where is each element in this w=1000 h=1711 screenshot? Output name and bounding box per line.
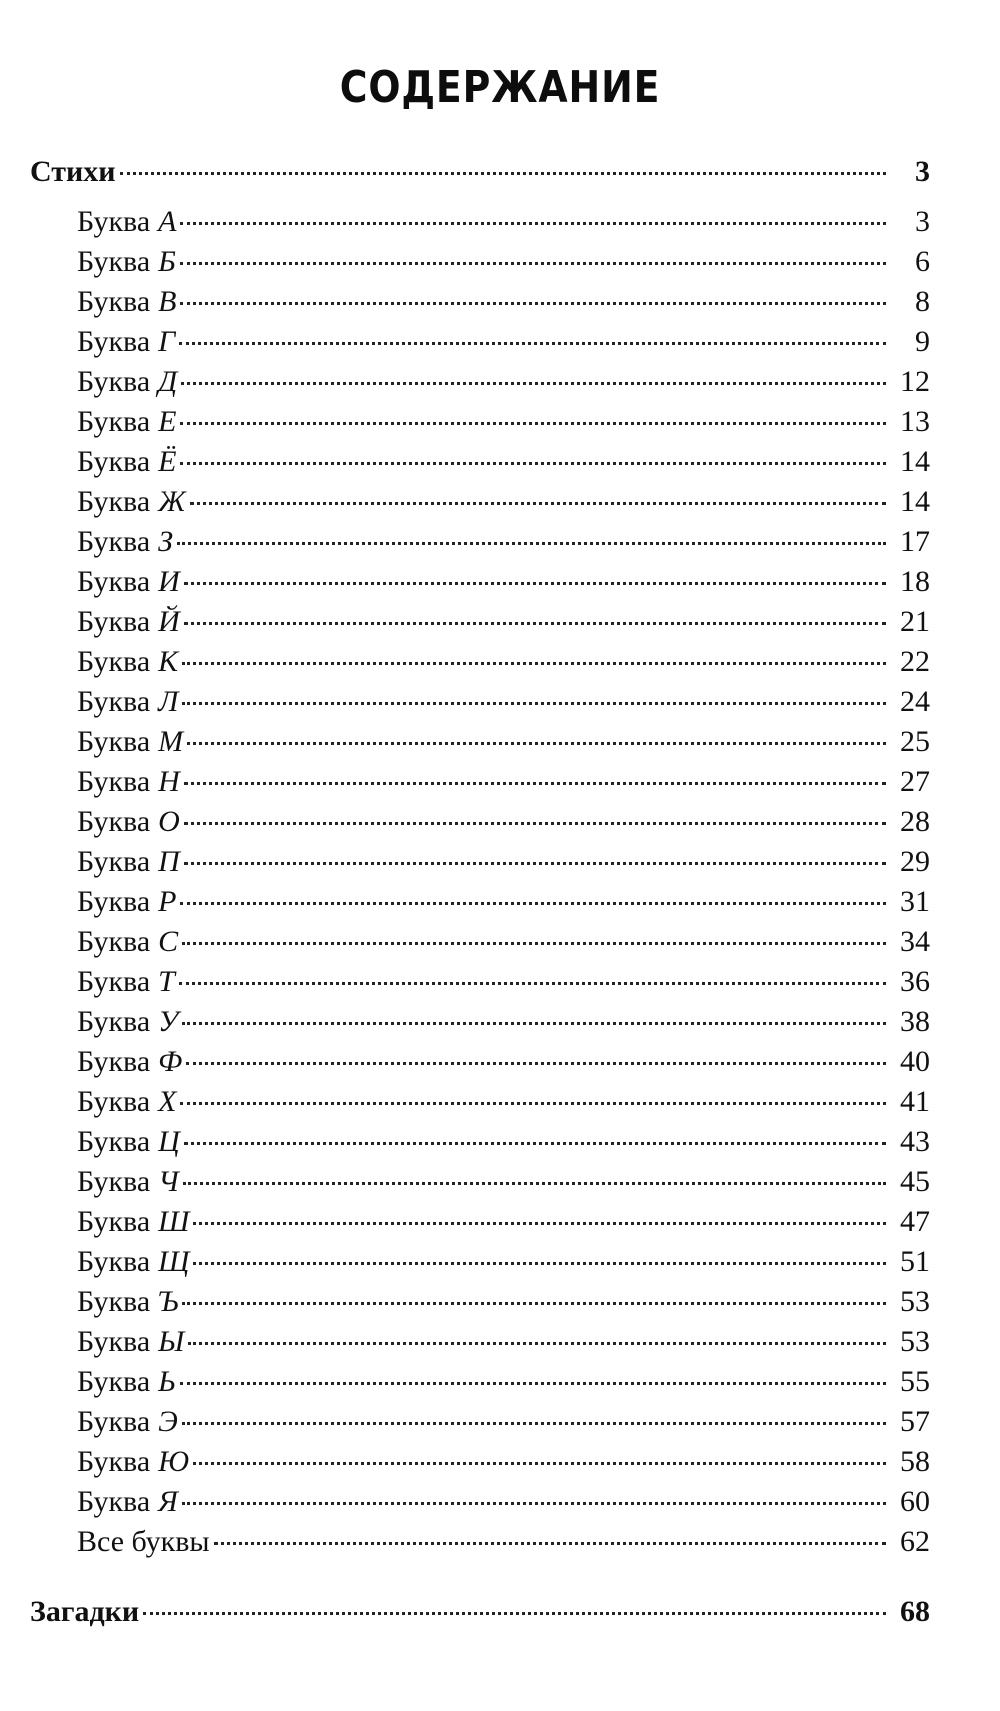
dot-leader <box>182 942 886 945</box>
table-of-contents <box>30 152 930 1632</box>
toc-entry-label <box>77 202 176 242</box>
toc-entry-letter[interactable] <box>30 522 930 562</box>
toc-entry-letter[interactable] <box>30 242 930 282</box>
toc-entry-letter[interactable] <box>30 1322 930 1362</box>
toc-entry-letter[interactable] <box>30 1042 930 1082</box>
toc-entry-label <box>77 1442 189 1482</box>
toc-entry-label <box>77 1002 178 1042</box>
toc-page-number: 45 <box>900 1165 930 1198</box>
toc-entry-prefix: Буква <box>77 845 151 878</box>
toc-entry-letter[interactable] <box>30 802 930 842</box>
toc-entry-label <box>77 1402 178 1442</box>
toc-entry-letter-glyph: Т <box>158 965 175 998</box>
toc-entry-prefix: Буква <box>77 1085 151 1118</box>
dot-leader <box>143 1612 886 1615</box>
toc-entry-letter-glyph: Ж <box>158 485 186 518</box>
toc-entry-label <box>77 882 176 922</box>
dot-leader <box>182 1502 886 1505</box>
toc-page-number: 3 <box>915 155 930 188</box>
toc-page-number: 17 <box>900 525 930 558</box>
toc-entry-letter-glyph: Г <box>158 325 176 358</box>
dot-leader <box>188 1342 886 1345</box>
toc-entry-label <box>77 1202 189 1242</box>
toc-entry-letter-glyph: Р <box>158 885 177 918</box>
toc-entry-prefix: Буква <box>77 805 151 838</box>
toc-entry-label <box>77 562 180 602</box>
toc-entry-letter-glyph: Х <box>158 1085 177 1118</box>
toc-entry-prefix: Буква <box>77 445 151 478</box>
dot-leader <box>177 542 886 545</box>
toc-entry-letter[interactable] <box>30 1242 930 1282</box>
toc-entry-letter[interactable] <box>30 402 930 442</box>
dot-leader <box>184 822 886 825</box>
toc-page-number: 62 <box>900 1525 930 1558</box>
toc-entry-letter-glyph: З <box>158 525 173 558</box>
toc-entry-letter[interactable] <box>30 442 930 482</box>
toc-page-number: 18 <box>900 565 930 598</box>
dot-leader <box>180 222 886 225</box>
toc-entry-letter-glyph: М <box>158 725 184 758</box>
toc-entry-letter-glyph: Е <box>158 405 177 438</box>
dot-leader <box>184 862 886 865</box>
toc-page-number: 36 <box>900 965 930 998</box>
toc-entry-label <box>77 402 176 442</box>
toc-page-number: 6 <box>915 245 930 278</box>
toc-entry-label <box>77 1122 180 1162</box>
toc-entry-letter[interactable] <box>30 362 930 402</box>
dot-leader <box>180 302 886 305</box>
toc-entry-letter[interactable] <box>30 642 930 682</box>
toc-entry-label <box>77 282 176 322</box>
toc-entry-letter[interactable] <box>30 682 930 722</box>
toc-entry-letter-glyph: Ц <box>158 1125 180 1158</box>
toc-entry-prefix: Буква <box>77 365 151 398</box>
toc-entry-label <box>77 1482 178 1522</box>
toc-page-number: 3 <box>915 205 930 238</box>
toc-entry-letter-glyph: Н <box>158 765 180 798</box>
toc-entry-prefix: Буква <box>77 685 151 718</box>
toc-entry-letter[interactable] <box>30 482 930 522</box>
toc-entry-letter[interactable] <box>30 282 930 322</box>
toc-entry-letter-glyph: Щ <box>158 1245 190 1278</box>
toc-entry-prefix: Буква <box>77 1405 151 1438</box>
toc-page-number: 28 <box>900 805 930 838</box>
toc-entry-label <box>77 1282 178 1322</box>
toc-entry-prefix: Буква <box>77 1245 151 1278</box>
toc-entry-prefix: Буква <box>77 1005 151 1038</box>
dot-leader <box>182 1302 886 1305</box>
toc-entry-label <box>77 1242 189 1282</box>
toc-page-number: 27 <box>900 765 930 798</box>
toc-entry-letter-glyph: Ч <box>158 1165 179 1198</box>
dot-leader <box>181 382 886 385</box>
toc-entry-letter[interactable] <box>30 722 930 762</box>
toc-entry-label <box>77 1162 179 1202</box>
toc-page-number: 53 <box>900 1325 930 1358</box>
toc-page-number: 9 <box>915 325 930 358</box>
toc-page-number: 12 <box>900 365 930 398</box>
toc-page-number: 31 <box>900 885 930 918</box>
toc-page-number: 41 <box>900 1085 930 1118</box>
dot-leader <box>184 1142 886 1145</box>
toc-entry-letter[interactable] <box>30 202 930 242</box>
toc-entry-letter-glyph: Ю <box>158 1445 190 1478</box>
dot-leader <box>183 1182 886 1185</box>
dot-leader <box>190 502 886 505</box>
toc-entry-label <box>77 962 175 1002</box>
toc-entry-label <box>77 642 178 682</box>
toc-entry-letter[interactable] <box>30 882 930 922</box>
toc-entry-letter-glyph: Э <box>158 1405 178 1438</box>
toc-page-number: 55 <box>900 1365 930 1398</box>
toc-entry-label <box>77 362 177 402</box>
toc-entry-letter[interactable] <box>30 1202 930 1242</box>
dot-leader <box>120 172 886 175</box>
toc-page-number: 40 <box>900 1045 930 1078</box>
dot-leader <box>193 1222 886 1225</box>
toc-entry-label <box>77 322 175 362</box>
toc-entry-prefix: Буква <box>77 205 151 238</box>
toc-entry-label <box>77 242 176 282</box>
toc-entry-prefix: Буква <box>77 765 151 798</box>
toc-entry-letter-glyph: Б <box>158 245 176 278</box>
toc-entry-prefix: Буква <box>77 1205 151 1238</box>
dot-leader <box>182 1422 886 1425</box>
toc-entry-letter-glyph: К <box>158 645 179 678</box>
dot-leader <box>182 1022 886 1025</box>
toc-page-number: 29 <box>900 845 930 878</box>
toc-entry-label <box>77 602 180 642</box>
toc-entry-prefix: Буква <box>77 565 151 598</box>
toc-entry-letter-glyph: Я <box>158 1485 178 1518</box>
toc-entry-letter-glyph: Л <box>158 685 179 718</box>
dot-leader <box>179 342 886 345</box>
toc-entry-label <box>77 802 180 842</box>
dot-leader <box>184 582 886 585</box>
dot-leader <box>180 462 886 465</box>
dot-leader <box>180 1382 886 1385</box>
toc-page-number: 47 <box>900 1205 930 1238</box>
toc-entry-prefix: Буква <box>77 1485 151 1518</box>
toc-page-number: 14 <box>900 485 930 518</box>
toc-entry-label: Все буквы <box>77 1525 210 1558</box>
dot-leader <box>179 982 886 985</box>
toc-page-number: 68 <box>900 1595 930 1628</box>
dot-leader <box>193 1262 886 1265</box>
toc-entry-letter[interactable] <box>30 1162 930 1202</box>
toc-entry-label <box>77 482 186 522</box>
toc-entry-letter-glyph: У <box>158 1005 179 1038</box>
toc-page-number: 51 <box>900 1245 930 1278</box>
toc-entry-letter-glyph: Ы <box>158 1325 185 1358</box>
dot-leader <box>186 1062 886 1065</box>
dot-leader <box>180 902 886 905</box>
toc-entry-letter-glyph: С <box>158 925 179 958</box>
toc-entry-prefix: Буква <box>77 725 151 758</box>
toc-entry-prefix: Буква <box>77 645 151 678</box>
toc-page-number: 57 <box>900 1405 930 1438</box>
toc-entry-prefix: Буква <box>77 525 151 558</box>
toc-section-poems[interactable] <box>30 152 930 192</box>
dot-leader <box>184 782 886 785</box>
toc-page-number: 14 <box>900 445 930 478</box>
toc-page-number: 8 <box>915 285 930 318</box>
toc-entry-letter[interactable] <box>30 1122 930 1162</box>
toc-entry-label <box>77 682 178 722</box>
toc-page-number: 24 <box>900 685 930 718</box>
page-title: СОДЕРЖАНИЕ <box>339 62 661 113</box>
toc-entry-all-letters[interactable] <box>30 1522 930 1562</box>
toc-entry-label <box>77 442 176 482</box>
toc-entry-letter-glyph: В <box>158 285 177 318</box>
toc-entry-letter[interactable] <box>30 602 930 642</box>
toc-section-label: Загадки <box>30 1595 140 1628</box>
toc-page-number: 25 <box>900 725 930 758</box>
toc-entry-letter[interactable] <box>30 1002 930 1042</box>
toc-page-number: 22 <box>900 645 930 678</box>
toc-entry-letter-glyph: П <box>158 845 180 878</box>
toc-entry-letter[interactable] <box>30 1442 930 1482</box>
toc-entry-label <box>77 1042 182 1082</box>
toc-entry-letter-glyph: Й <box>158 605 180 638</box>
toc-entry-prefix: Буква <box>77 1325 151 1358</box>
toc-entry-prefix: Буква <box>77 405 151 438</box>
toc-section-label: Стихи <box>30 155 116 188</box>
toc-entry-letter[interactable] <box>30 762 930 802</box>
toc-entry-letter[interactable] <box>30 562 930 602</box>
toc-entry-prefix: Буква <box>77 1045 151 1078</box>
toc-entry-prefix: Буква <box>77 245 151 278</box>
toc-page-number: 13 <box>900 405 930 438</box>
toc-entry-prefix: Буква <box>77 1365 151 1398</box>
dot-leader <box>180 422 886 425</box>
toc-entry-letter-glyph: Ш <box>158 1205 190 1238</box>
toc-entry-letter[interactable] <box>30 1402 930 1442</box>
dot-leader <box>193 1462 886 1465</box>
toc-page-number: 38 <box>900 1005 930 1038</box>
toc-entry-prefix: Буква <box>77 885 151 918</box>
toc-entry-letter-glyph: Ь <box>158 1365 176 1398</box>
toc-entry-label <box>77 722 183 762</box>
toc-entry-prefix: Буква <box>77 325 151 358</box>
toc-entry-prefix: Буква <box>77 1165 151 1198</box>
toc-entry-letter[interactable] <box>30 962 930 1002</box>
toc-entry-letter-glyph: Д <box>158 365 178 398</box>
toc-entry-prefix: Буква <box>77 605 151 638</box>
toc-entry-letter-glyph: А <box>158 205 177 238</box>
toc-page-number: 53 <box>900 1285 930 1318</box>
toc-entry-label <box>77 1362 176 1402</box>
toc-entry-label <box>77 1322 184 1362</box>
toc-entry-letter-glyph: О <box>158 805 180 838</box>
dot-leader <box>187 742 886 745</box>
toc-entry-letter[interactable] <box>30 922 930 962</box>
toc-page-number: 43 <box>900 1125 930 1158</box>
toc-entry-prefix: Буква <box>77 1125 151 1158</box>
toc-entry-label <box>77 522 173 562</box>
dot-leader <box>180 1102 886 1105</box>
toc-entry-label <box>77 922 178 962</box>
dot-leader <box>180 262 886 265</box>
toc-entry-prefix: Буква <box>77 1285 151 1318</box>
toc-entry-letter[interactable] <box>30 1362 930 1402</box>
toc-entry-prefix: Буква <box>77 925 151 958</box>
dot-leader <box>214 1542 886 1545</box>
toc-entry-label <box>77 842 180 882</box>
toc-entry-letter-glyph: И <box>158 565 180 598</box>
toc-page-number: 34 <box>900 925 930 958</box>
toc-entry-prefix: Буква <box>77 965 151 998</box>
toc-page-number: 60 <box>900 1485 930 1518</box>
toc-entry-prefix: Буква <box>77 1445 151 1478</box>
toc-entry-letter-glyph: Ф <box>158 1045 183 1078</box>
toc-entry-letter[interactable] <box>30 1282 930 1322</box>
toc-entry-letter[interactable] <box>30 1482 930 1522</box>
toc-entry-letter[interactable] <box>30 1082 930 1122</box>
toc-section-riddles[interactable] <box>30 1592 930 1632</box>
dot-leader <box>182 662 886 665</box>
toc-entry-letter[interactable] <box>30 322 930 362</box>
toc-entry-prefix: Буква <box>77 285 151 318</box>
toc-page-number: 58 <box>900 1445 930 1478</box>
toc-entry-prefix: Буква <box>77 485 151 518</box>
dot-leader <box>182 702 886 705</box>
toc-entry-letter-glyph: Ё <box>158 445 177 478</box>
toc-entry-letter-glyph: Ъ <box>158 1285 179 1318</box>
toc-page-number: 21 <box>900 605 930 638</box>
toc-entry-label <box>77 1082 176 1122</box>
toc-entry-letter[interactable] <box>30 842 930 882</box>
toc-entry-label <box>77 762 180 802</box>
dot-leader <box>184 622 886 625</box>
